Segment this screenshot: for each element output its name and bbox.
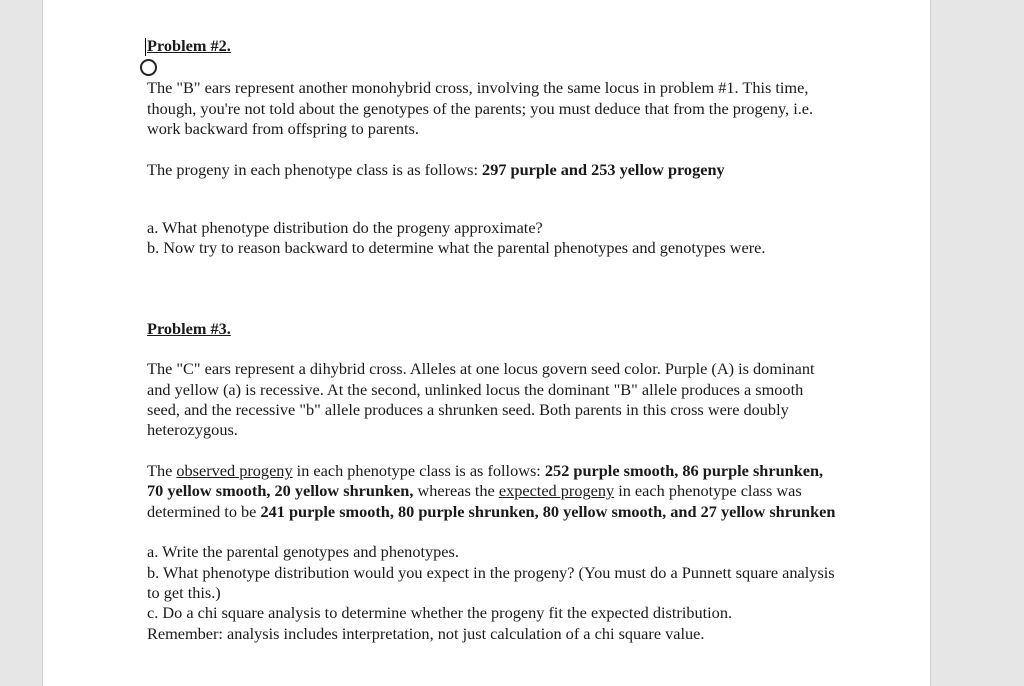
problem3-obs-lead: The [147, 460, 177, 480]
problem2-intro: The "B" ears represent another monohybrid cross, involving the same locus in problem #1. This time, though, you're not told about the genotypes of the parents; you must deduce that from the progeny, i.e. work backward from offspring to parents. [147, 78, 814, 139]
problem3-expected-counts: 241 purple smooth, 80 purple shrunken, 80 yellow smooth, and 27 yellow shrunken [260, 501, 836, 521]
problem3-obs-mid: in each phenotype class is as follows: [292, 460, 545, 480]
problem2-question-b: b. Now try to reason backward to determine what the parental phenotypes and genotypes were. [147, 238, 766, 258]
problem3-observed-counts: 252 purple smooth, 86 purple shrunken, 70 yellow smooth, 20 yellow shrunken, [147, 460, 824, 501]
problem3-heading: Problem #3. [147, 318, 231, 338]
problem3-question-b: b. What phenotype distribution would you expect in the progeny? (You must do a Punnett square analysis to get this.) [147, 562, 835, 602]
expected-progeny-link: expected progeny [498, 481, 615, 501]
text-cursor [145, 38, 146, 56]
document-content[interactable] [147, 36, 837, 644]
problem3-question-a: a. Write the parental genotypes and phenotypes. [147, 542, 459, 562]
problem3-exp-mid: in each phenotype class was determined to be [147, 481, 802, 521]
problem3-exp-lead: whereas the [413, 481, 499, 501]
document-page [42, 0, 931, 686]
problem3-intro: The "C" ears represent a dihybrid cross. Alleles at one locus govern seed color. Purple (A) is dominant and yellow (a) is recessive. At the second, unlinked locus the dominant "B" allele produces a smooth seed, and the recessive "b" allele produces a shrunken seed. Both parents in this cross were doubly heterozygous. [147, 359, 815, 440]
problem3-remember: Remember: analysis includes interpretation, not just calculation of a chi square value. [147, 623, 705, 643]
problem2-question-a: a. What phenotype distribution do the progeny approximate? [147, 218, 543, 238]
problem3-question-c: c. Do a chi square analysis to determine whether the progeny fit the expected distribution. [147, 603, 733, 623]
problem2-heading: Problem #2. [147, 36, 231, 55]
observed-progeny-link: observed progeny [176, 460, 293, 480]
problem2-progeny-counts: 297 purple and 253 yellow progeny [482, 159, 725, 179]
problem2-progeny [147, 160, 837, 180]
problem2-progeny-lead: The progeny in each phenotype class is as follows: [147, 159, 483, 179]
problem3-progeny [147, 461, 837, 522]
